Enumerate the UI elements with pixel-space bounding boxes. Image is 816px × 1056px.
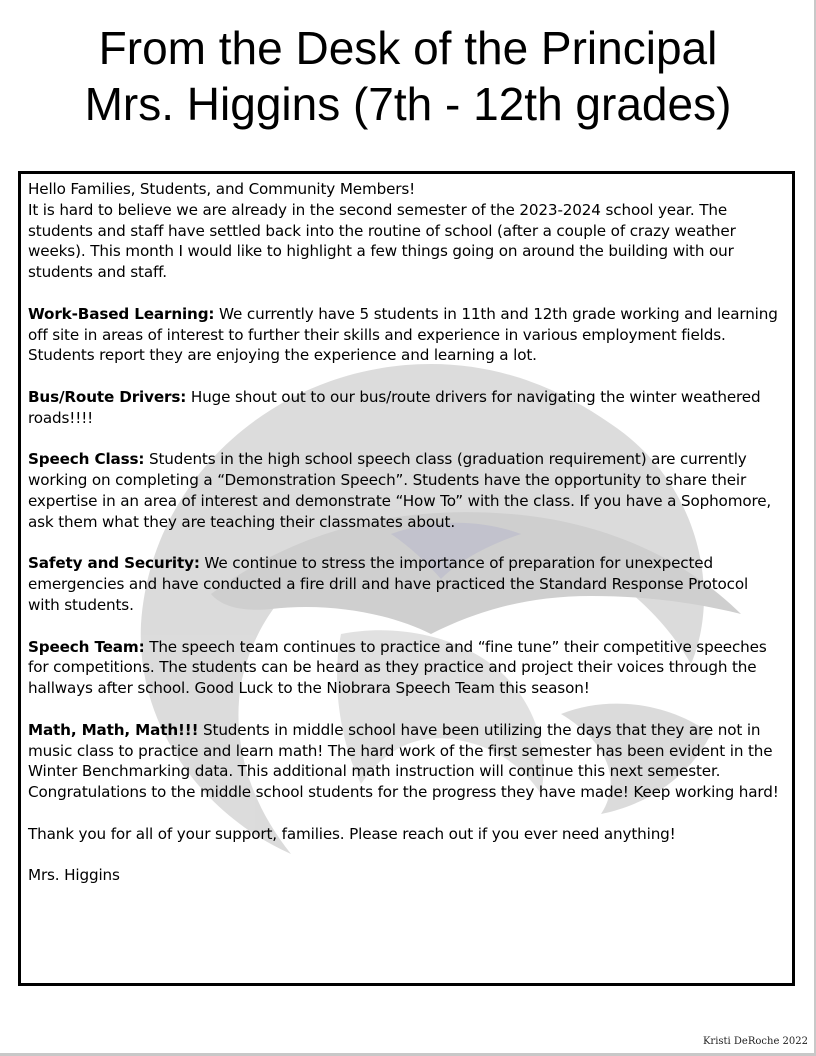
section-body: We currently have 5 students in 11th and 12th grade working and learning off site in areas of interest to further their skills and experience in various employment fields. Students report they are enjoying the experience and learning a lot.	[28, 304, 778, 365]
letter-body	[21, 174, 792, 886]
section-body: The speech team continues to practice and “fine tune” their competitive speeches for competitions. The students can be heard as they practice and project their voices through the hallways after school. Good Luck to the Niobrara Speech Team this season!	[28, 637, 767, 698]
section-heading: Bus/Route Drivers:	[28, 387, 187, 406]
section-body: Huge shout out to our bus/route drivers for navigating the winter weathered roads!!!!	[28, 387, 761, 427]
section-heading: Speech Class:	[28, 450, 145, 469]
letter-box	[18, 171, 795, 986]
title-line-1: From the Desk of the Principal	[98, 22, 718, 74]
section-heading: Safety and Security:	[28, 554, 200, 573]
intro-paragraph: It is hard to believe we are already in the second semester of the 2023-2024 school year. The students and staff have settled back into the routine of school (after a couple of crazy weather weeks). This month I would like to highlight a few things going on around the building with our students and staff.	[28, 200, 736, 282]
page-title	[0, 20, 816, 132]
section-heading: Speech Team:	[28, 637, 145, 656]
signature: Mrs. Higgins	[28, 866, 120, 885]
section-safety-and-security	[28, 553, 784, 615]
section-heading: Work-Based Learning:	[28, 304, 215, 323]
section-math	[28, 720, 784, 803]
title-line-2: Mrs. Higgins (7th - 12th grades)	[84, 78, 732, 130]
section-speech-class	[28, 449, 784, 532]
section-work-based-learning	[28, 304, 784, 366]
section-body: Students in middle school have been utilizing the days that they are not in music class to practice and learn math! The hard work of the first semester has been evident in the Winter Benchmarking data. This additional math instruction will continue this next semester. Congratulations to the middle school students for the progress they have made! Keep working hard!	[28, 720, 779, 802]
section-bus-route-drivers	[28, 387, 784, 429]
section-body: We continue to stress the importance of preparation for unexpected emergencies and have conducted a fire drill and have practiced the Standard Response Protocol with students.	[28, 554, 749, 614]
section-speech-team	[28, 637, 784, 699]
greeting: Hello Families, Students, and Community Members!	[28, 180, 416, 198]
closing-paragraph: Thank you for all of your support, families. Please reach out if you ever need anything!	[28, 824, 676, 843]
footer-credit: Kristi DeRoche 2022	[702, 1036, 808, 1047]
section-body: Students in the high school speech class (graduation requirement) are currently working on completing a “Demonstration Speech”. Students have the opportunity to share their expertise in an area of interest and demonstrate “How To” with the class. If you have a Sophomore, ask them what they are teaching their classmates about.	[28, 450, 772, 531]
section-heading: Math, Math, Math!!!	[28, 720, 199, 739]
